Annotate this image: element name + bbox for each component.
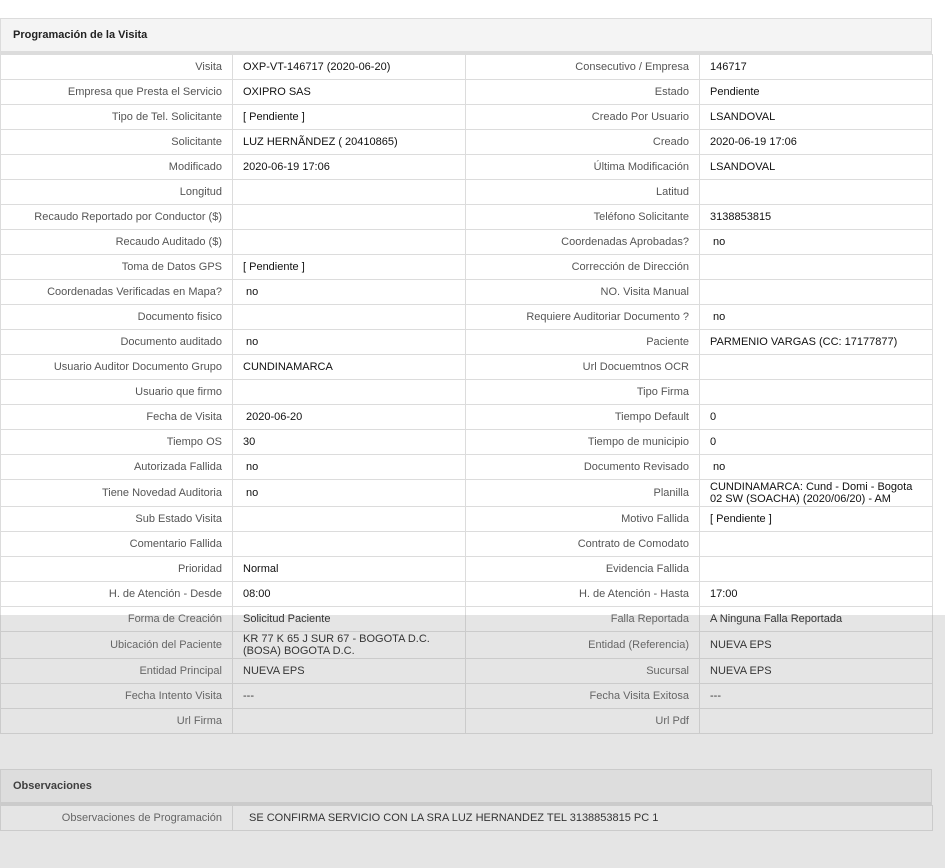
table-row [1,507,933,532]
visit-details-table [0,54,933,734]
field-label: Sucursal [466,659,700,684]
observations-label: Observaciones de Programación [1,806,233,831]
table-row [1,305,933,330]
field-value: [ Pendiente ] [233,255,466,280]
field-value: OXP-VT-146717 (2020-06-20) [233,55,466,80]
field-value: 0 [700,430,933,455]
table-row [1,255,933,280]
field-value [233,205,466,230]
field-label: Entidad (Referencia) [466,632,700,659]
field-value: NUEVA EPS [700,659,933,684]
field-label: Modificado [1,155,233,180]
field-label: Tiempo OS [1,430,233,455]
field-label: Usuario Auditor Documento Grupo [1,355,233,380]
field-value: Normal [233,557,466,582]
field-label: Latitud [466,180,700,205]
field-label: Estado [466,80,700,105]
field-value: [ Pendiente ] [700,507,933,532]
field-label: Paciente [466,330,700,355]
field-label: Longitud [1,180,233,205]
table-row [1,405,933,430]
field-value [233,305,466,330]
table-row [1,582,933,607]
field-label: Motivo Fallida [466,507,700,532]
field-label: Documento Revisado [466,455,700,480]
field-label: Falla Reportada [466,607,700,632]
field-label: Requiere Auditoriar Documento ? [466,305,700,330]
field-value: 146717 [700,55,933,80]
table-row [1,455,933,480]
field-value [700,355,933,380]
field-label: Fecha de Visita [1,405,233,430]
field-label: Entidad Principal [1,659,233,684]
table-row [1,55,933,80]
field-value [233,180,466,205]
table-row [1,355,933,380]
field-label: Usuario que firmo [1,380,233,405]
field-value: 08:00 [233,582,466,607]
field-value [233,532,466,557]
field-value: --- [700,684,933,709]
field-value [700,557,933,582]
field-value: no [233,330,466,355]
field-label: Empresa que Presta el Servicio [1,80,233,105]
field-label: Fecha Visita Exitosa [466,684,700,709]
field-value: 30 [233,430,466,455]
field-label: H. de Atención - Desde [1,582,233,607]
field-value: LSANDOVAL [700,155,933,180]
field-label: Recaudo Reportado por Conductor ($) [1,205,233,230]
field-value: 2020-06-19 17:06 [233,155,466,180]
visit-programming-panel [0,18,932,734]
field-value [700,380,933,405]
field-value: no [700,305,933,330]
field-label: Toma de Datos GPS [1,255,233,280]
field-value: OXIPRO SAS [233,80,466,105]
field-label: Documento auditado [1,330,233,355]
field-value: Solicitud Paciente [233,607,466,632]
field-value: --- [233,684,466,709]
field-value [700,180,933,205]
field-label: Autorizada Fallida [1,455,233,480]
table-row [1,607,933,632]
field-label: Corrección de Dirección [466,255,700,280]
table-row [1,130,933,155]
field-value: CUNDINAMARCA [233,355,466,380]
table-row [1,80,933,105]
table-row [1,709,933,734]
field-value: KR 77 K 65 J SUR 67 - BOGOTA D.C. (BOSA) BOGOTA D.C. [233,632,466,659]
field-value [233,507,466,532]
field-value: CUNDINAMARCA: Cund - Domi - Bogota 02 SW (SOACHA) (2020/06/20) - AM [700,480,933,507]
field-label: Tiempo Default [466,405,700,430]
field-label: Creado [466,130,700,155]
field-label: Sub Estado Visita [1,507,233,532]
field-value: LSANDOVAL [700,105,933,130]
field-value [700,532,933,557]
table-row [1,105,933,130]
field-value: LUZ HERNÃNDEZ ( 20410865) [233,130,466,155]
table-row [1,659,933,684]
table-row [1,205,933,230]
table-row [1,806,933,831]
field-value: PARMENIO VARGAS (CC: 17177877) [700,330,933,355]
field-label: H. de Atención - Hasta [466,582,700,607]
table-row [1,380,933,405]
table-row [1,180,933,205]
field-label: Coordenadas Verificadas en Mapa? [1,280,233,305]
field-value: 3138853815 [700,205,933,230]
field-value: NUEVA EPS [700,632,933,659]
field-label: Visita [1,55,233,80]
observations-value: SE CONFIRMA SERVICIO CON LA SRA LUZ HERNANDEZ TEL 3138853815 PC 1 [233,806,933,831]
field-label: Contrato de Comodato [466,532,700,557]
field-value: 2020-06-19 17:06 [700,130,933,155]
field-value: no [233,480,466,507]
field-label: Creado Por Usuario [466,105,700,130]
table-row [1,557,933,582]
field-label: Consecutivo / Empresa [466,55,700,80]
table-row [1,632,933,659]
table-row [1,532,933,557]
table-row [1,430,933,455]
field-value: no [700,230,933,255]
field-value: no [233,455,466,480]
field-value: NUEVA EPS [233,659,466,684]
field-value [233,709,466,734]
field-label: Url Pdf [466,709,700,734]
field-label: Tipo Firma [466,380,700,405]
visit-programming-title: Programación de la Visita [0,18,932,54]
field-label: Url Docuemtnos OCR [466,355,700,380]
field-value: no [700,455,933,480]
field-label: Url Firma [1,709,233,734]
field-label: Última Modificación [466,155,700,180]
field-label: Coordenadas Aprobadas? [466,230,700,255]
observations-panel [0,769,932,831]
field-value: 2020-06-20 [233,405,466,430]
table-row [1,330,933,355]
observations-table [0,805,933,831]
field-label: Evidencia Fallida [466,557,700,582]
table-row [1,480,933,507]
observations-title: Observaciones [0,769,932,805]
table-row [1,230,933,255]
field-value [700,709,933,734]
field-label: Tipo de Tel. Solicitante [1,105,233,130]
field-label: Planilla [466,480,700,507]
field-label: NO. Visita Manual [466,280,700,305]
field-value: no [233,280,466,305]
field-label: Ubicación del Paciente [1,632,233,659]
field-label: Forma de Creación [1,607,233,632]
field-value [233,380,466,405]
field-label: Solicitante [1,130,233,155]
field-value [700,255,933,280]
field-value [233,230,466,255]
field-value: 0 [700,405,933,430]
table-row [1,280,933,305]
field-label: Fecha Intento Visita [1,684,233,709]
field-value: A Ninguna Falla Reportada [700,607,933,632]
table-row [1,684,933,709]
field-label: Tiempo de municipio [466,430,700,455]
field-value [700,280,933,305]
field-value: Pendiente [700,80,933,105]
field-value: [ Pendiente ] [233,105,466,130]
field-label: Recaudo Auditado ($) [1,230,233,255]
field-label: Documento fisico [1,305,233,330]
field-label: Prioridad [1,557,233,582]
field-label: Teléfono Solicitante [466,205,700,230]
table-row [1,155,933,180]
field-value: 17:00 [700,582,933,607]
field-label: Tiene Novedad Auditoria [1,480,233,507]
field-label: Comentario Fallida [1,532,233,557]
